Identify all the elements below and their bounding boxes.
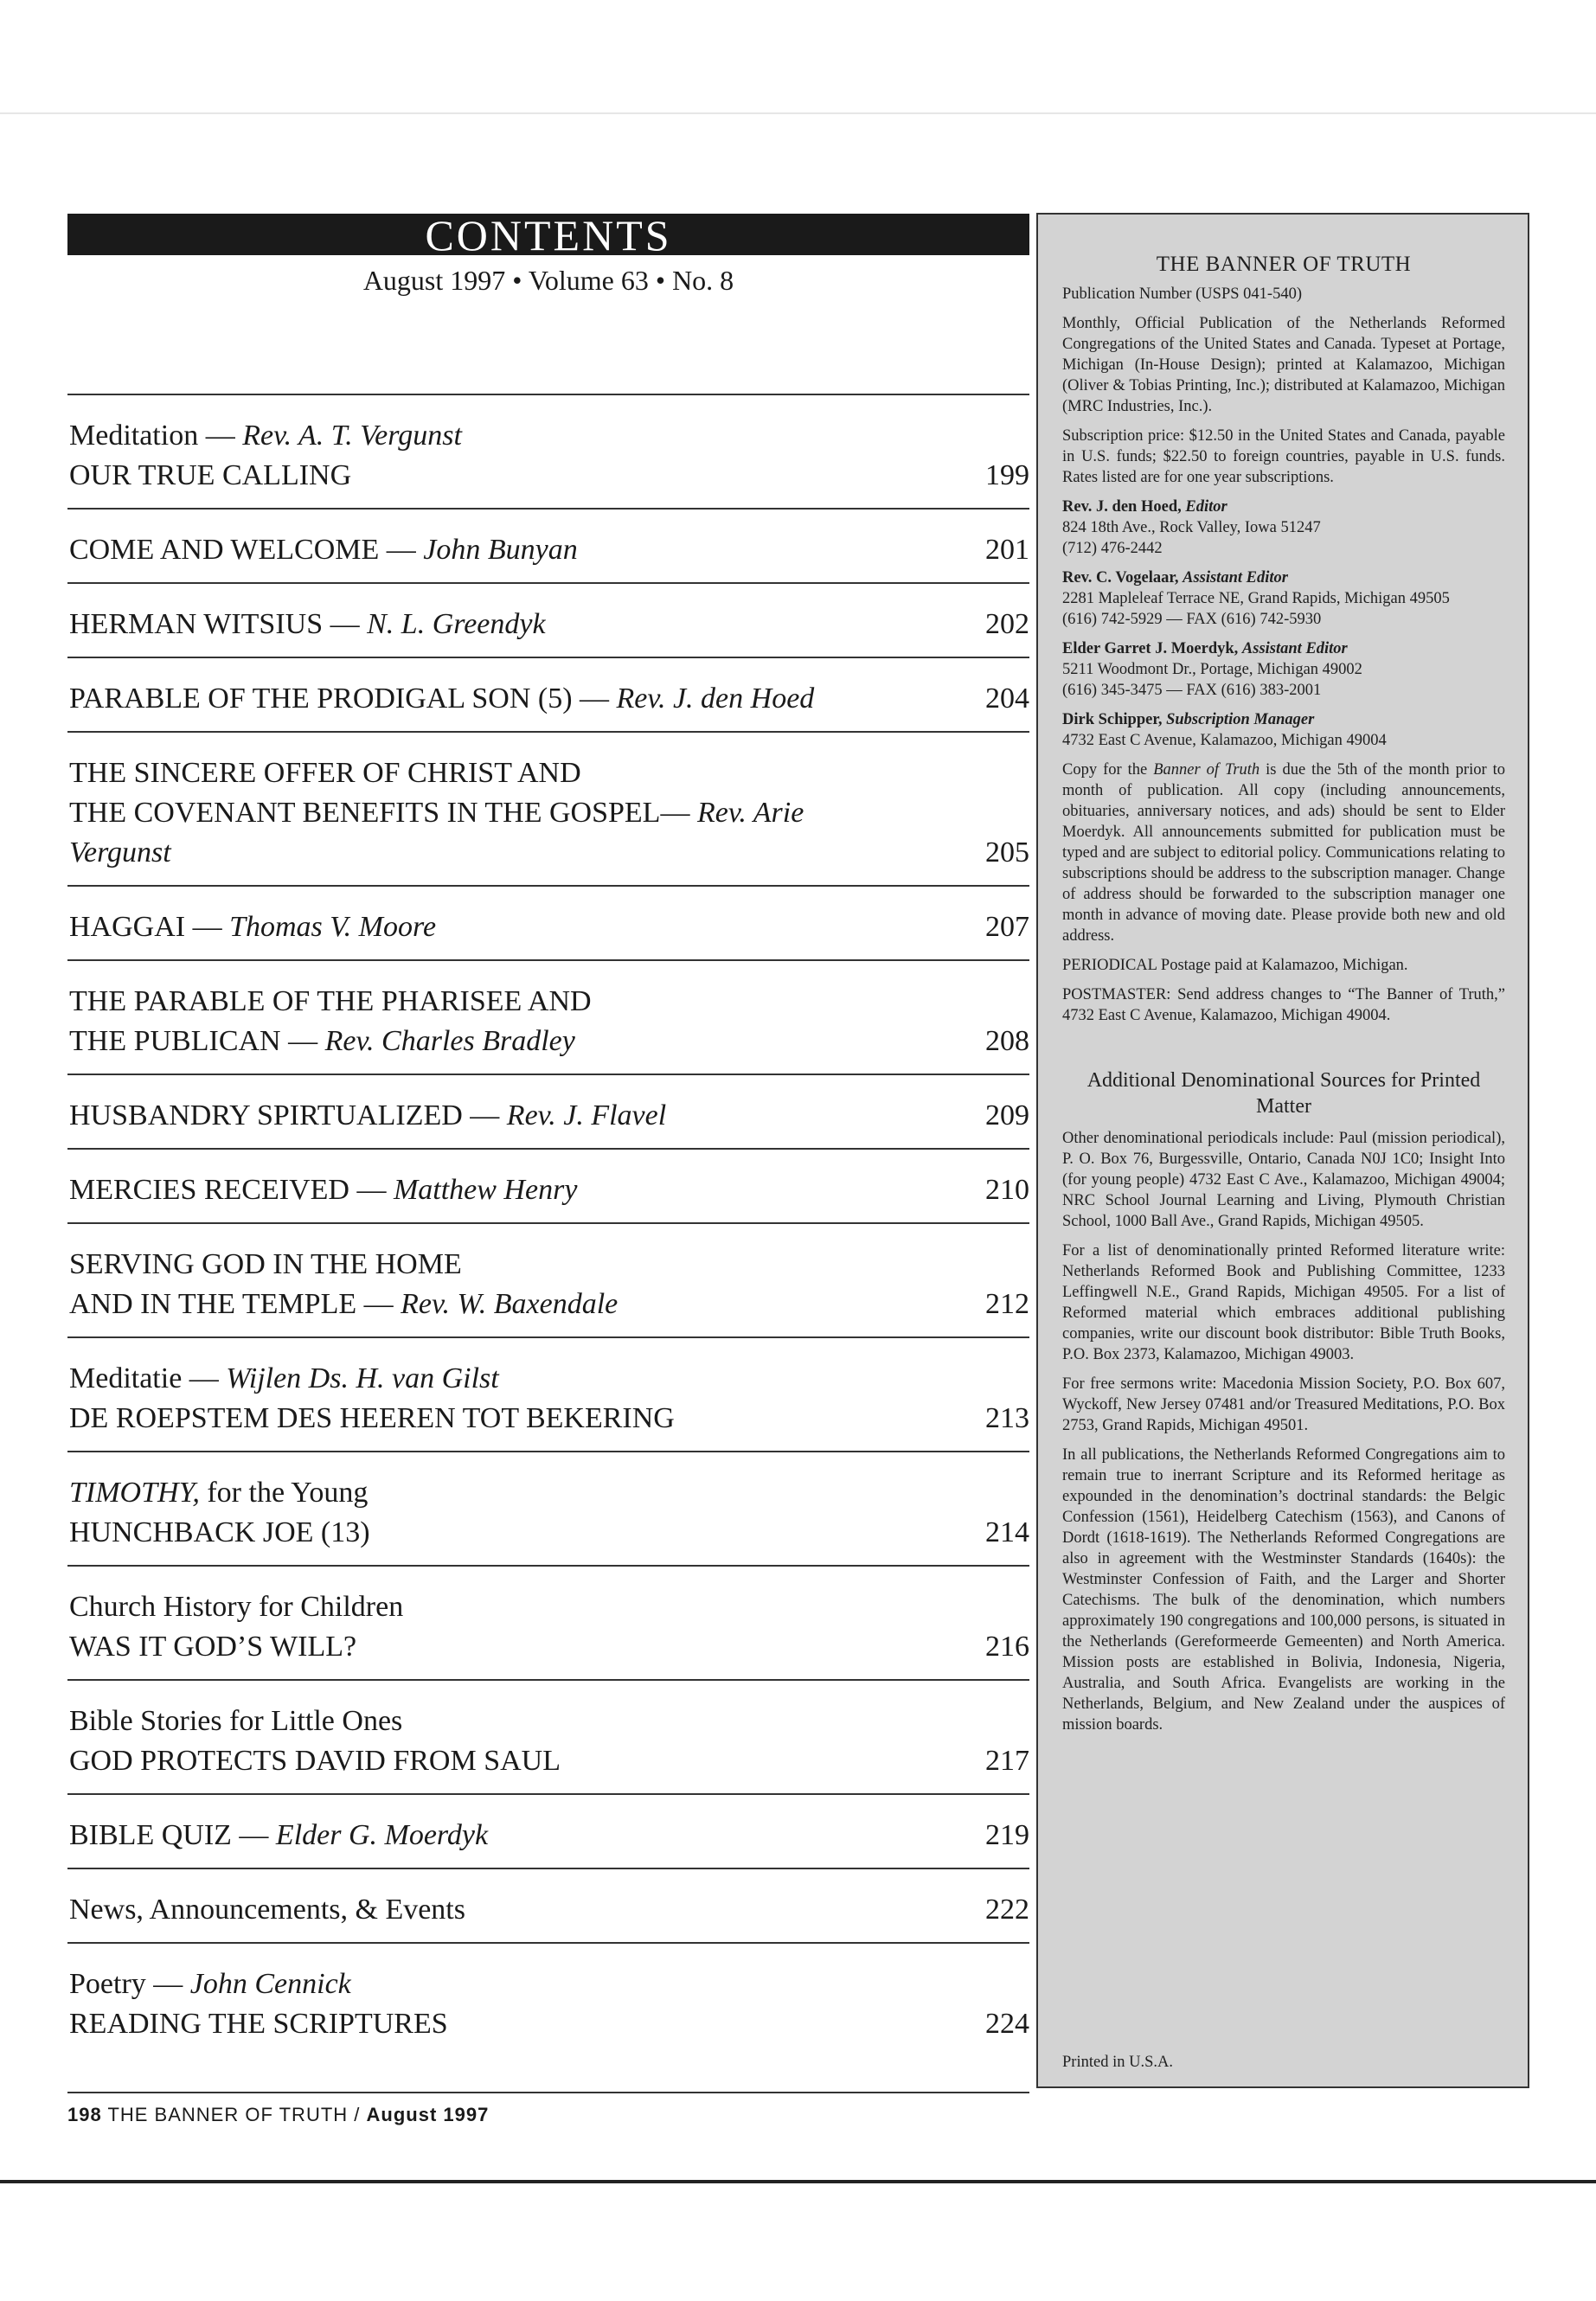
printed-in: Printed in U.S.A. [1062,2054,1173,2071]
page-edge [0,112,1596,114]
toc-entry-title: BIBLE QUIZ — [69,1819,276,1851]
editor-list [1062,497,1505,751]
toc-entry-author: Rev. J. den Hoed [616,683,815,715]
toc-entry-page: 204 [985,683,1029,715]
toc-entry-page: 214 [985,1516,1029,1548]
toc-entry-line2 [69,1399,900,1439]
editor-role: Subscription Manager [1166,711,1315,728]
toc-entry-author: John Bunyan [423,534,578,566]
toc-entry [67,1942,1029,2056]
toc-entry-title: THE PUBLICAN — [69,1025,325,1057]
toc-entry-author: Rev. Arie Vergunst [69,797,804,868]
toc-entry-page: 209 [985,1099,1029,1131]
toc-entry-title: PARABLE OF THE PRODIGAL SON (5) — [69,683,617,715]
toc-entry-title: HUNCHBACK JOE (13) [69,1516,370,1548]
toc-entry-line2 [69,530,900,570]
toc-entry-author: John Cennick [189,1968,351,2000]
contents-title: CONTENTS [67,214,1029,255]
toc-entry-line1 [69,1245,900,1285]
toc-entry-title: HUSBANDRY SPIRTUALIZED — [69,1099,507,1131]
sources-periodicals: Other denominational periodicals include: Paul (mission periodical), P. O. Box 76, Burgessville, Ontario, Canada N0J 1C0; Insight Into (for young people) 4732 East C Ave., Kalamazoo, Michigan 49004; NRC School Journal Learning and Living, Plymouth Christian School, 1000 Ball Ave., Grand Rapids, Michigan 49505. [1062,1130,1505,1230]
toc-entry-italic-title: TIMOTHY, [69,1477,200,1509]
toc-entry-line1 [69,1473,900,1513]
footer-page-number: 198 [67,2104,102,2125]
sources-statement: In all publications, the Netherlands Reformed Congregations aim to remain true to inerrant Scripture and its Reformed heritage as expounded in the denomination’s doctrinal standards: the Belgic Confession (1561), Heidelberg Catechism (1563), and Canons of Dordt (1618-1619). The Netherlands Reformed Congregations are also in agreement with the Westminster Standards (1640s): the Westminster Confession of Faith, and the Larger and Shorter Catechisms. The bulk of the denomination, which numbers approximately 190 congregations and 100,000 persons, is situated in the Netherlands (Gereformeerde Gemeenten) and North America. Mission posts are established in Bolivia, Indonesia, Nigeria, Australia, and South Africa. Evangelists are working in the Netherlands, Belgium, and New Zealand under the auspices of mission boards. [1062,1446,1505,1734]
editor-role: Assistant Editor [1183,569,1288,586]
sources-title: Additional Denominational Sources for Printed Matter [1086,1069,1481,1118]
editor-heading [1062,497,1505,517]
toc-entry-line2 [69,1096,900,1136]
editor-name: Elder Garret J. Moerdyk, [1062,640,1239,657]
toc-entry [67,1679,1029,1793]
toc-entry-author: Rev. A. T. Vergunst [242,420,462,452]
periodical-postage: PERIODICAL Postage paid at Kalamazoo, Michigan. [1062,957,1408,974]
toc-entry-title: OUR TRUE CALLING [69,459,352,491]
editor-heading [1062,638,1505,659]
copy-policy-pre: Copy for the [1062,761,1154,779]
toc-entry-title: HERMAN WITSIUS — [69,608,368,640]
toc-entry-page: 224 [985,2008,1029,2040]
publication-description: Monthly, Official Publication of the Netherlands Reformed Congregations of the United States and Canada. Typeset at Portage, Michigan (In-House Design); printed at Kalamazoo, Michigan (Oliver & Tobias Printing, Inc.); distributed at Kalamazoo, Michigan (MRC Industries, Inc.). [1062,315,1505,415]
toc-entry-heading: THE SINCERE OFFER OF CHRIST AND [69,757,581,789]
toc-entry-author: Elder G. Moerdyk [275,1819,489,1851]
publication-number: Publication Number (USPS 041-540) [1062,285,1302,303]
toc-entry-heading: Meditatie — [69,1362,227,1394]
toc-entry-line2 [69,1627,900,1667]
toc-entry [67,1868,1029,1942]
copy-policy-post: is due the 5th of the month prior to month of publication. All copy (including announcements, obituaries, anniversary notices, and ads) should be sent to Elder Moerdyk. All announcements submitted for publication must be typed and are subject to editorial policy. Communications relating to subscriptions should be address to the subscription manager. Change of address should be forwarded to the subscription manager one month in advance of moving date. Please provide both new and old address. [1062,761,1505,945]
sources-literature: For a list of denominationally printed Reformed literature write: Netherlands Reformed Book and Publishing Committee, 1233 Leffingwell N.E., Grand Rapids, Michigan 49505. For a list of Reformed material which embraces additional publishing companies, write our discount book distributor: Bible Truth Books, P.O. Box 2373, Kalamazoo, Michigan 49003. [1062,1242,1505,1363]
toc-entry-line2 [69,1816,900,1856]
toc-entry-author: Wijlen Ds. H. van Gilst [226,1362,499,1394]
toc-entry [67,1451,1029,1565]
toc-entry [67,731,1029,885]
toc-entry-title: MERCIES RECEIVED — [69,1174,394,1206]
copy-policy [1062,760,1505,946]
editor-name: Dirk Schipper, [1062,711,1163,728]
toc-entry-page: 216 [985,1631,1029,1663]
editor-entry [1062,567,1505,630]
toc-entry-heading: Bible Stories for Little Ones [69,1705,403,1737]
toc-entry-title: AND IN THE TEMPLE — [69,1288,401,1320]
toc-entry-author: Rev. W. Baxendale [401,1288,619,1320]
toc-entry-author: Thomas V. Moore [229,911,437,943]
toc-entry-line2 [69,907,900,947]
toc-entry-line1 [69,753,900,793]
toc-entry-line1 [69,1965,900,2004]
toc-entry [67,885,1029,959]
toc-entry-line2 [69,1170,900,1210]
toc-entry [67,1222,1029,1336]
toc-entry-line2 [69,1513,900,1553]
toc-entry-heading: Church History for Children [69,1591,404,1623]
toc-entry-line1 [69,1587,900,1627]
toc-entry-line2 [69,456,900,496]
masthead-title: THE BANNER OF TRUTH [1156,253,1412,276]
toc-entry-page: 205 [985,836,1029,868]
editor-heading [1062,709,1505,730]
toc-entry [67,1793,1029,1868]
editor-contact: 4732 East C Avenue, Kalamazoo, Michigan 49004 [1062,732,1387,749]
editor-entry [1062,638,1505,701]
toc-entry-heading: Meditation — [69,420,243,452]
sources-sermons: For free sermons write: Macedonia Mission Society, P.O. Box 607, Wyckoff, New Jersey 07481 and/or Treasured Meditations, P.O. Box 2753, Grand Rapids, Michigan 49501. [1062,1375,1505,1434]
toc-entry [67,582,1029,657]
toc-entry-line1 [69,1702,900,1741]
subscription-price: Subscription price: $12.50 in the United States and Canada, payable in U.S. funds; $22.50 to foreign countries, payable in U.S. funds. Rates listed are for one year subscriptions. [1062,427,1505,486]
editor-role: Editor [1185,498,1227,516]
toc-entry-author: Matthew Henry [393,1174,578,1206]
toc-entry-title: WAS IT GOD’S WILL? [69,1631,357,1663]
toc-entry-line2 [69,793,900,873]
toc-entry-title: News, Announcements, & Events [69,1894,465,1926]
toc-entry-line1 [69,1359,900,1399]
issue-line: August 1997 • Volume 63 • No. 8 [362,265,734,296]
toc-entry [67,394,1029,508]
toc-bottom-rule [67,2092,1029,2093]
toc-entry-line2 [69,1890,900,1930]
toc-entry-page: 201 [985,534,1029,566]
editor-contact: (616) 742-5929 — FAX (616) 742-5930 [1062,611,1322,628]
toc-entry-page: 212 [985,1288,1029,1320]
toc-entry-line2 [69,1022,900,1061]
toc-entry-page: 202 [985,608,1029,640]
masthead-sidebar [1036,213,1529,2088]
toc-entry-title: COME AND WELCOME — [69,534,424,566]
footer-date: August 1997 [366,2104,490,2125]
toc-entry-page: 213 [985,1402,1029,1434]
page-footer [67,2104,489,2126]
toc-entry-page: 219 [985,1819,1029,1851]
toc-entry-author: Rev. J. Flavel [506,1099,667,1131]
toc-entry-page: 207 [985,911,1029,943]
editor-role: Assistant Editor [1241,640,1348,657]
toc-entry-heading: THE PARABLE OF THE PHARISEE AND [69,985,592,1017]
toc-entry [67,1074,1029,1148]
editor-contact: 5211 Woodmont Dr., Portage, Michigan 49002 [1062,661,1362,678]
toc-entry-page: 222 [985,1894,1029,1926]
editor-contact: (712) 476-2442 [1062,540,1163,557]
toc-entry-line2 [69,679,900,719]
postmaster-note: POSTMASTER: Send address changes to “The Banner of Truth,” 4732 East C Avenue, Kalamazoo, Michigan 49004. [1062,986,1505,1024]
toc-entry [67,1565,1029,1679]
bottom-rule [0,2180,1596,2183]
toc-entry-heading: SERVING GOD IN THE HOME [69,1248,462,1280]
toc-entry-page: 199 [985,459,1029,491]
toc-entry-title: HAGGAI — [69,911,230,943]
toc-entry-line2 [69,1285,900,1324]
toc-entry-line1 [69,982,900,1022]
toc-entry-title: READING THE SCRIPTURES [69,2008,448,2040]
toc-entry-heading: for the Young [199,1477,369,1509]
toc-entry-page: 210 [985,1174,1029,1206]
table-of-contents [67,394,1029,2056]
toc-entry [67,508,1029,582]
toc-entry [67,1336,1029,1451]
toc-entry-title: THE COVENANT BENEFITS IN THE GOSPEL— [69,797,697,829]
footer-publication: THE BANNER OF TRUTH / [107,2104,361,2125]
toc-entry-page: 208 [985,1025,1029,1057]
editor-contact: 824 18th Ave., Rock Valley, Iowa 51247 [1062,519,1321,536]
editor-entry [1062,709,1505,751]
editor-heading [1062,567,1505,588]
toc-entry [67,1148,1029,1222]
editor-contact: (616) 345-3475 — FAX (616) 383-2001 [1062,682,1322,699]
toc-entry-line2 [69,605,900,644]
editor-name: Rev. J. den Hoed, [1062,498,1182,516]
editor-entry [1062,497,1505,559]
editor-name: Rev. C. Vogelaar, [1062,569,1179,586]
toc-entry-line2 [69,1741,900,1781]
toc-entry-title: GOD PROTECTS DAVID FROM SAUL [69,1745,561,1777]
toc-entry-heading: Poetry — [69,1968,190,2000]
editor-contact: 2281 Mapleleaf Terrace NE, Grand Rapids, Michigan 49505 [1062,590,1450,607]
toc-entry [67,657,1029,731]
toc-entry [67,959,1029,1074]
toc-entry-page: 217 [985,1745,1029,1777]
toc-entry-line2 [69,2004,900,2044]
toc-entry-author: N. L. Greendyk [367,608,546,640]
toc-entry-line1 [69,416,900,456]
toc-entry-title: DE ROEPSTEM DES HEEREN TOT BEKERING [69,1402,675,1434]
toc-entry-author: Rev. Charles Bradley [324,1025,575,1057]
copy-policy-italic: Banner of Truth [1153,761,1260,779]
